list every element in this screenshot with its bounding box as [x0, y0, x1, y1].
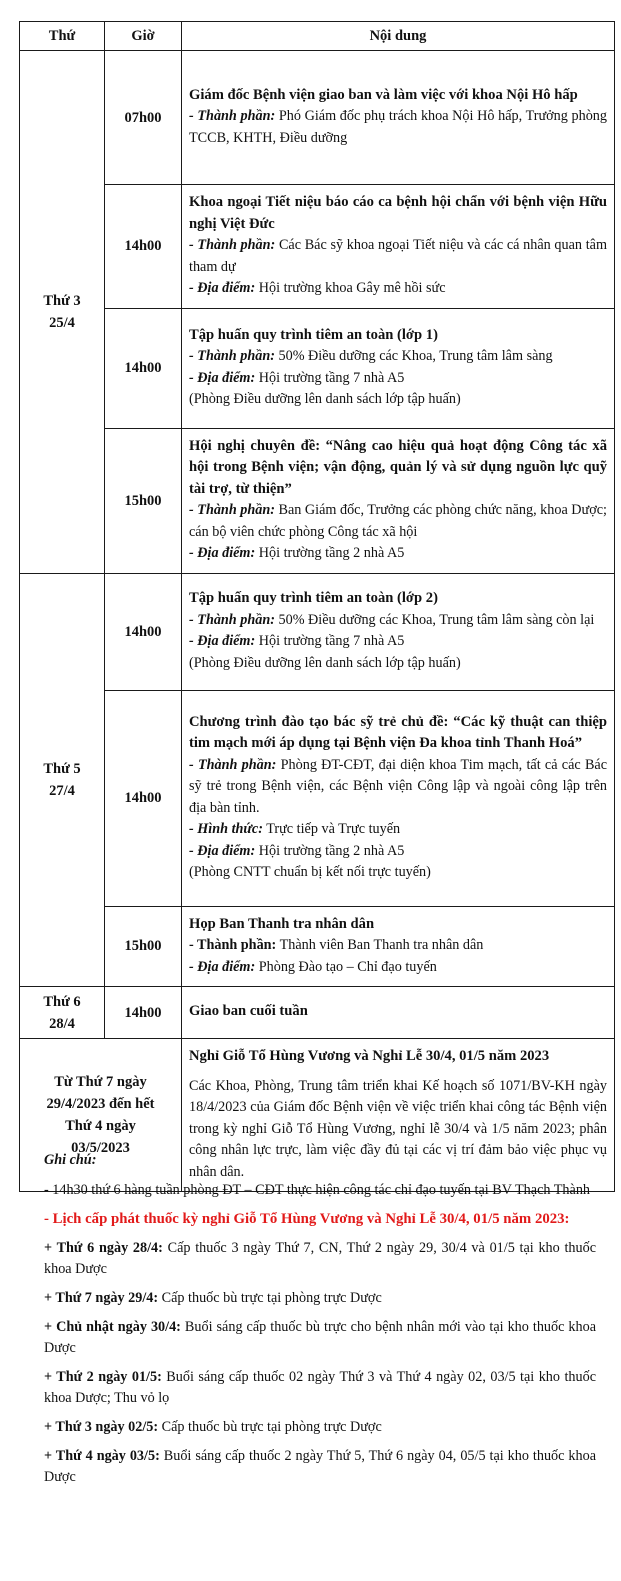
event-detail — [189, 389, 607, 411]
event-detail — [189, 235, 607, 278]
holiday-title: Nghỉ Giỗ Tổ Hùng Vương và Nghỉ Lễ 30/4, 01/5 năm 2023 — [189, 1048, 550, 1064]
medicine-schedule-heading: - Lịch cấp phát thuốc kỳ nghỉ Giỗ Tổ Hùng Vương và Nghỉ Lễ 30/4, 01/5 năm 2023: — [44, 1211, 570, 1227]
detail-text: Hội trường tầng 2 nhà A5 — [255, 842, 405, 859]
detail-text: 50% Điều dưỡng các Khoa, Trung tâm lâm sàng — [274, 348, 553, 364]
day-cell — [20, 987, 105, 1039]
detail-text: Phó Giám đốc phụ trách khoa Nội Hô hấp, Trưởng phòng TCCB, KHTH, Điều dưỡng — [189, 108, 607, 146]
event-detail — [189, 819, 607, 841]
event-content — [182, 690, 615, 906]
time-cell: 14h00 — [105, 573, 182, 690]
detail-label: - Địa điểm: — [189, 280, 256, 296]
event-detail — [189, 653, 607, 675]
day-name: Thứ 6 — [43, 993, 81, 1010]
holiday-period-line: Từ Thứ 7 ngày — [54, 1074, 147, 1090]
event-detail — [189, 106, 607, 149]
time-cell: 14h00 — [105, 987, 182, 1039]
event-detail — [189, 610, 607, 632]
time-cell: 15h00 — [105, 428, 182, 573]
event-detail — [189, 631, 607, 653]
event-detail — [189, 278, 607, 300]
schedule-body — [20, 51, 615, 1192]
day-cell — [20, 51, 105, 574]
event-detail — [189, 500, 607, 543]
detail-text: Phòng Đào tạo – Chỉ đạo tuyến — [255, 958, 437, 975]
event-detail — [189, 346, 607, 368]
table-row — [20, 308, 615, 428]
day-date: 25/4 — [49, 314, 75, 331]
event-detail — [189, 957, 607, 979]
detail-label: - Thành phần: — [189, 611, 275, 628]
medicine-schedule-item — [44, 1288, 596, 1309]
medicine-date-label: + Thứ 6 ngày 28/4: — [44, 1240, 163, 1256]
holiday-period-line: 03/5/2023 — [71, 1140, 130, 1156]
medicine-instruction: Cấp thuốc 3 ngày Thứ 7, CN, Thứ 2 ngày 29, 30/4 và 01/5 tại kho thuốc khoa Dược — [44, 1240, 596, 1277]
event-content — [182, 987, 615, 1039]
notes-heading: Ghi chú: — [44, 1152, 97, 1168]
detail-label: - Thành phần: — [189, 502, 275, 518]
event-detail — [189, 935, 607, 957]
medicine-instruction: Buổi sáng cấp thuốc 02 ngày Thứ 3 và Thứ 4 ngày 02, 03/5 tại kho thuốc khoa Dược; Thu vỏ lọ — [44, 1369, 596, 1406]
table-row — [20, 573, 615, 690]
event-title: Hội nghị chuyên đề: “Nâng cao hiệu quả hoạt động Công tác xã hội trong Bệnh viện; vận động, quản lý và sử dụng nguồn lực quỹ tài trợ, từ thiện” — [189, 437, 607, 497]
time-cell: 14h00 — [105, 185, 182, 309]
detail-label: - Thành phần: — [189, 756, 277, 773]
medicine-schedule-list — [44, 1238, 596, 1488]
medicine-date-label: + Thứ 4 ngày 03/5: — [44, 1448, 160, 1464]
medicine-schedule-item — [44, 1367, 596, 1409]
day-cell — [20, 573, 105, 987]
medicine-instruction: Buổi sáng cấp thuốc 2 ngày Thứ 5, Thứ 6 ngày 04, 05/5 tại kho thuốc khoa Dược — [44, 1448, 596, 1485]
table-row — [20, 690, 615, 906]
detail-label: - Địa điểm: — [189, 633, 256, 649]
holiday-body: Các Khoa, Phòng, Trung tâm triển khai Kế hoạch số 1071/BV-KH ngày 18/4/2023 của Giám đốc Bệnh viện về việc triển khai công tác Bệnh viện trong kỳ nghỉ Giỗ Tổ Hùng Vương, nghỉ lễ 30/4 và 1/5 năm 2023; phân công nhân lực trực, làm việc đầy đủ tại các vị trí đảm bảo việc phục vụ nhân dân. — [189, 1077, 607, 1180]
event-detail — [189, 841, 607, 863]
event-detail — [189, 543, 607, 565]
event-title: Chương trình đào tạo bác sỹ trẻ chủ đề: “Các kỹ thuật can thiệp tim mạch mới áp dụng tại Bệnh viện Đa khoa tỉnh Thanh Hoá” — [189, 713, 607, 751]
notes-section — [44, 1150, 596, 1496]
table-row — [20, 51, 615, 185]
event-title: Tập huấn quy trình tiêm an toàn (lớp 2) — [189, 590, 438, 606]
medicine-date-label: + Chủ nhật ngày 30/4: — [44, 1319, 181, 1335]
detail-text: Hội trường tầng 7 nhà A5 — [255, 633, 405, 649]
header-row — [20, 22, 615, 51]
medicine-schedule-item — [44, 1238, 596, 1280]
detail-text: 50% Điều dưỡng các Khoa, Trung tâm lâm sàng còn lại — [274, 611, 595, 628]
detail-label: - Địa điểm: — [189, 842, 256, 859]
day-name: Thứ 5 — [43, 760, 81, 777]
detail-label: - Địa điểm: — [189, 545, 256, 561]
event-content — [182, 573, 615, 690]
event-content — [182, 51, 615, 185]
event-title: Họp Ban Thanh tra nhân dân — [189, 915, 375, 932]
detail-text: (Phòng Điều dưỡng lên danh sách lớp tập huấn) — [189, 654, 461, 671]
table-row — [20, 906, 615, 987]
day-date: 27/4 — [49, 782, 75, 799]
detail-label: - Thành phần: — [189, 237, 276, 253]
event-title: Tập huấn quy trình tiêm an toàn (lớp 1) — [189, 326, 438, 343]
medicine-schedule-item — [44, 1317, 596, 1359]
detail-text: Ban Giám đốc, Trưởng các phòng chức năng, khoa Dược; cán bộ viên chức phòng Công tác xã hội — [189, 502, 607, 540]
event-detail — [189, 755, 607, 820]
medicine-instruction: Cấp thuốc bù trực tại phòng trực Dược — [158, 1419, 382, 1435]
detail-text: Phòng ĐT-CĐT, đại diện khoa Tim mạch, tất cả các Bác sỹ trẻ trong Bệnh viện, các Bệnh viện Công lập và ngoài công lập trên địa bàn tỉnh. — [189, 756, 607, 816]
detail-label: - Thành phần: — [189, 937, 277, 953]
time-cell: 15h00 — [105, 906, 182, 987]
detail-label: - Hình thức: — [189, 821, 263, 837]
detail-label: - Thành phần: — [189, 348, 275, 364]
event-content — [182, 308, 615, 428]
day-date: 28/4 — [49, 1015, 75, 1032]
detail-text: Hội trường khoa Gây mê hồi sức — [255, 280, 446, 296]
detail-text: Trực tiếp và Trực tuyến — [262, 821, 401, 837]
detail-text: Hội trường tầng 7 nhà A5 — [255, 369, 405, 386]
event-title: Khoa ngoại Tiết niệu báo cáo ca bệnh hội chẩn với bệnh viện Hữu nghị Việt Đức — [189, 194, 607, 232]
detail-text: (Phòng Điều dưỡng lên danh sách lớp tập huấn) — [189, 391, 461, 407]
medicine-instruction: Cấp thuốc bù trực tại phòng trực Dược — [158, 1290, 382, 1306]
detail-text: Các Bác sỹ khoa ngoại Tiết niệu và các cá nhân quan tâm tham dự — [189, 237, 607, 275]
medicine-schedule-item — [44, 1446, 596, 1488]
detail-text: (Phòng CNTT chuẩn bị kết nối trực tuyến) — [189, 864, 431, 880]
table-row — [20, 185, 615, 309]
header-day: Thứ — [20, 22, 105, 51]
medicine-schedule-item — [44, 1417, 596, 1438]
schedule-table — [19, 21, 615, 1192]
medicine-date-label: + Thứ 2 ngày 01/5: — [44, 1369, 162, 1385]
time-cell: 14h00 — [105, 308, 182, 428]
event-title: Giao ban cuối tuần — [189, 1003, 308, 1020]
event-content — [182, 906, 615, 987]
table-row — [20, 428, 615, 573]
event-detail — [189, 862, 607, 884]
medicine-date-label: + Thứ 7 ngày 29/4: — [44, 1290, 159, 1306]
event-content — [182, 428, 615, 573]
medicine-instruction: Buổi sáng cấp thuốc bù trực cho bệnh nhân mới vào tại kho thuốc khoa Dược — [44, 1319, 596, 1356]
day-name: Thứ 3 — [43, 292, 81, 309]
detail-label: - Địa điểm: — [189, 369, 256, 386]
time-cell: 14h00 — [105, 690, 182, 906]
note-general: - 14h30 thứ 6 hàng tuần phòng ĐT – CĐT thực hiện công tác chỉ đạo tuyến tại BV Thạch Thành — [44, 1182, 591, 1198]
holiday-period-line: 29/4/2023 đến hết — [46, 1096, 155, 1112]
event-content — [182, 185, 615, 309]
medicine-date-label: + Thứ 3 ngày 02/5: — [44, 1419, 159, 1435]
table-row — [20, 987, 615, 1039]
time-cell: 07h00 — [105, 51, 182, 185]
header-time: Giờ — [105, 22, 182, 51]
detail-text: Hội trường tầng 2 nhà A5 — [255, 545, 405, 561]
detail-label: - Địa điểm: — [189, 958, 256, 975]
holiday-period-line: Thứ 4 ngày — [65, 1118, 136, 1134]
detail-label: - Thành phần: — [189, 108, 276, 125]
header-content: Nội dung — [182, 22, 615, 51]
detail-text: Thành viên Ban Thanh tra nhân dân — [276, 937, 484, 953]
event-detail — [189, 368, 607, 390]
event-title: Giám đốc Bệnh viện giao ban và làm việc với khoa Nội Hô hấp — [189, 86, 578, 103]
